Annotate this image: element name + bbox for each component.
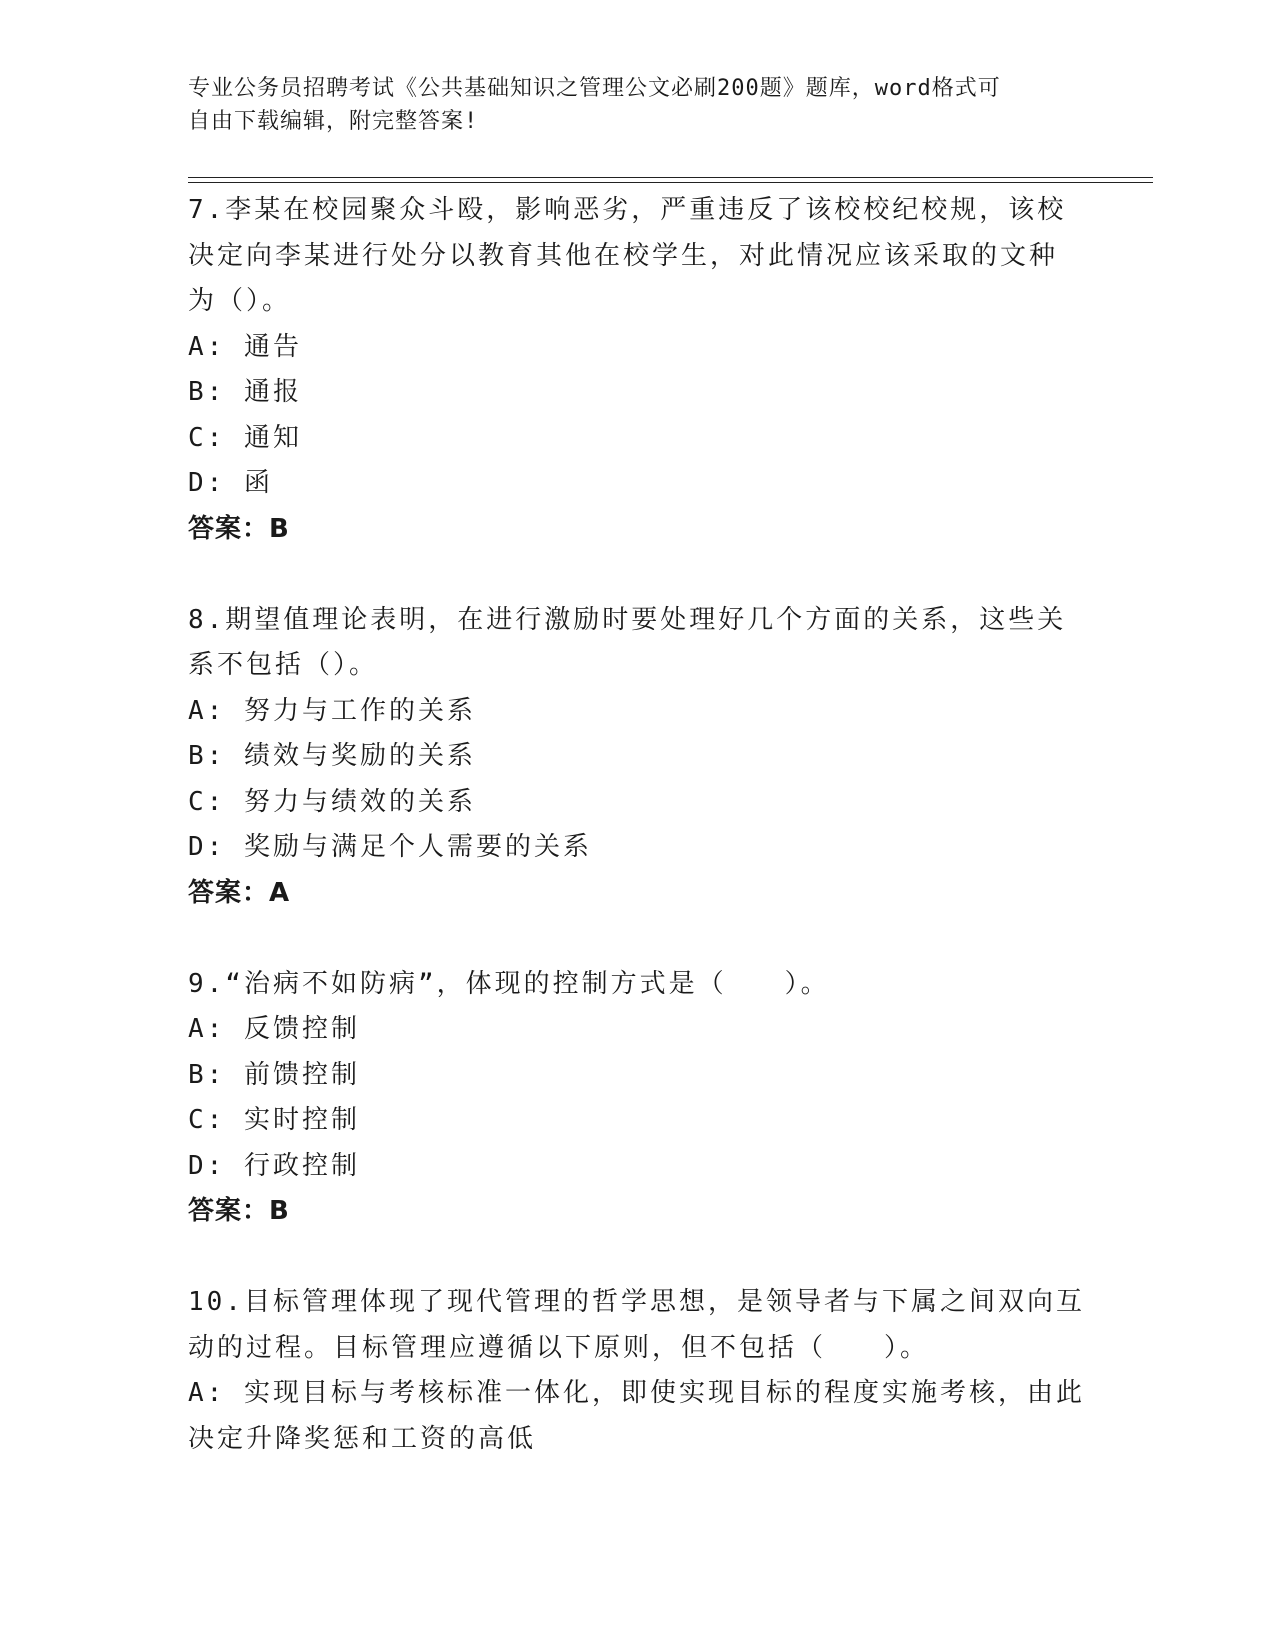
- option-a-continued: 决定升降奖惩和工资的高低: [188, 1423, 537, 1454]
- question-spacer: [188, 552, 1078, 598]
- option-a: A: 实现目标与考核标准一体化，即使实现目标的程度实施考核，由此: [188, 1378, 1085, 1408]
- question-stem-line: 系不包括（）。: [188, 650, 379, 680]
- option-b: B: 通报: [188, 377, 302, 407]
- option-a: A: 反馈控制: [188, 1014, 360, 1044]
- answer-line: 答案：A: [188, 877, 291, 908]
- question-stem-line: 动的过程。目标管理应遵循以下原则，但不包括（ ）。: [188, 1332, 930, 1363]
- option-d: D: 行政控制: [188, 1150, 360, 1181]
- option-a: A: 努力与工作的关系: [188, 695, 476, 726]
- question-9: [188, 962, 1078, 1235]
- option-c: C: 实时控制: [188, 1105, 360, 1135]
- question-stem-line: 9.“治病不如防病”，体现的控制方式是（ ）。: [188, 968, 830, 999]
- option-c: C: 努力与绩效的关系: [188, 786, 476, 817]
- header-divider-top: [188, 177, 1153, 178]
- question-stem-line: 7.李某在校园聚众斗殴，影响恶劣，严重违反了该校校纪校规，该校: [188, 195, 1067, 225]
- option-c: C: 通知: [188, 422, 302, 453]
- header-line-2: 自由下载编辑，附完整答案!: [188, 109, 479, 134]
- question-spacer: [188, 1235, 1078, 1281]
- question-stem-line: 10.目标管理体现了现代管理的哲学思想，是领导者与下属之间双向互: [188, 1287, 1085, 1317]
- option-d: D: 奖励与满足个人需要的关系: [188, 832, 592, 862]
- document-header: [188, 72, 1068, 138]
- answer-line: 答案：B: [188, 1196, 290, 1226]
- option-b: B: 绩效与奖励的关系: [188, 741, 476, 771]
- option-d: D: 函: [188, 468, 273, 498]
- header-line-1: 专业公务员招聘考试《公共基础知识之管理公文必刷200题》题库，word格式可: [188, 76, 1001, 101]
- question-stem-line: 为（）。: [188, 286, 292, 316]
- question-list: [188, 188, 1085, 1462]
- answer-line: 答案：B: [188, 513, 290, 544]
- option-b: B: 前馈控制: [188, 1059, 360, 1090]
- option-a: A: 通告: [188, 331, 302, 362]
- question-8: [188, 598, 1078, 917]
- question-7: [188, 188, 1078, 552]
- question-10: [188, 1280, 1085, 1462]
- question-spacer: [188, 916, 1078, 962]
- question-stem-line: 8.期望值理论表明，在进行激励时要处理好几个方面的关系，这些关: [188, 604, 1067, 635]
- question-stem-line: 决定向李某进行处分以教育其他在校学生，对此情况应该采取的文种: [188, 240, 1059, 271]
- header-divider-bottom: [188, 182, 1153, 183]
